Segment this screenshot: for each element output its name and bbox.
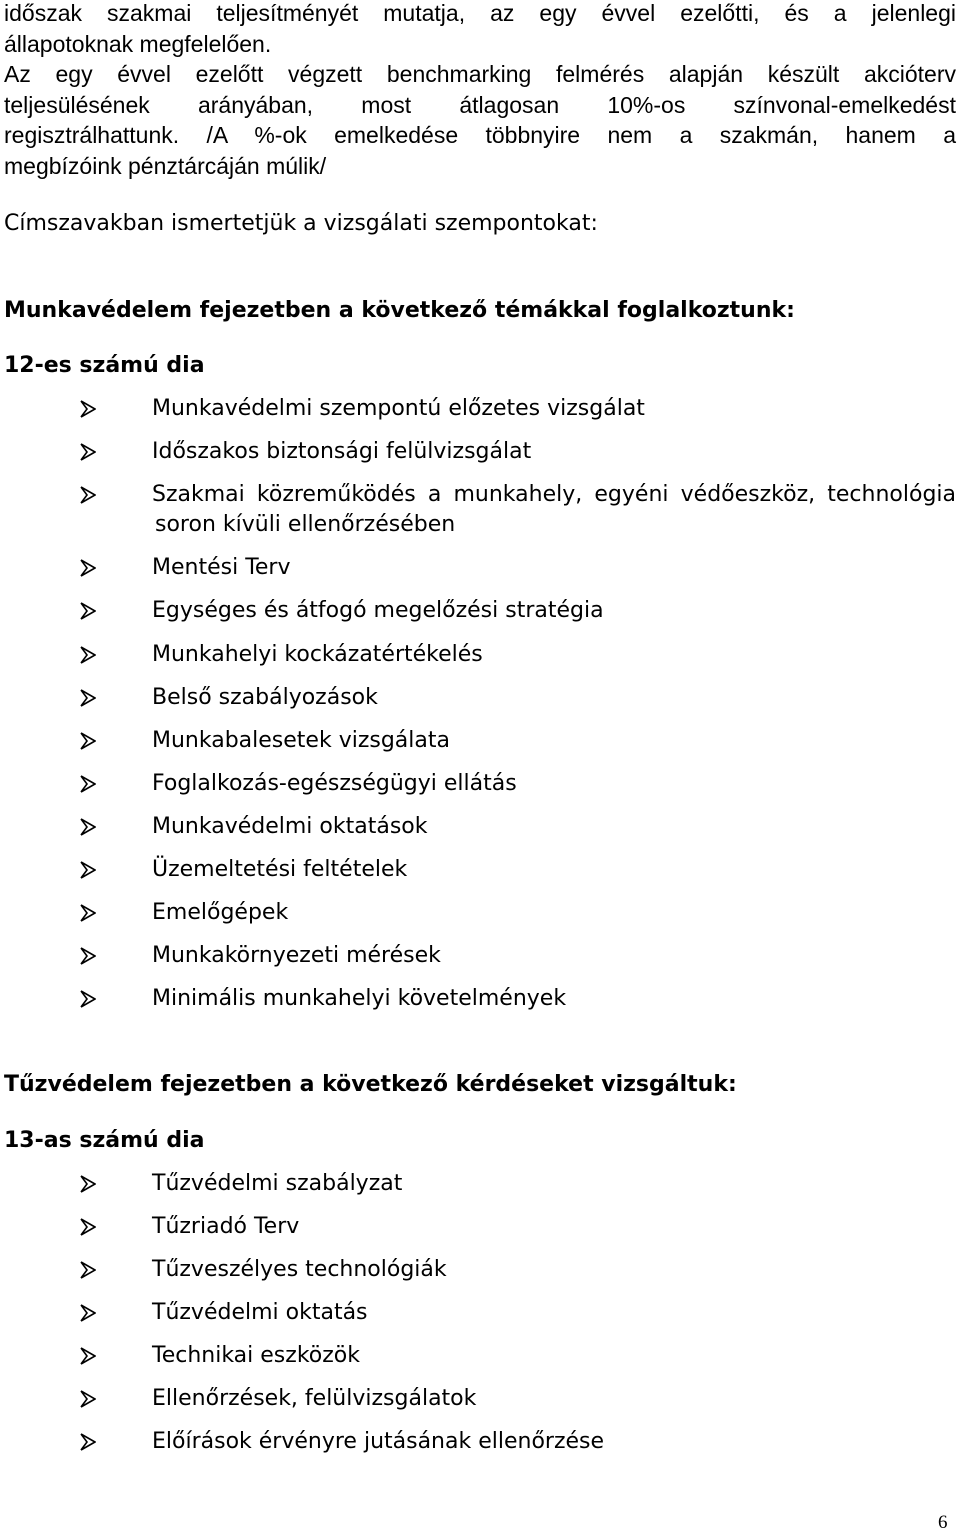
list-item-text: Tűzvédelmi szabályzat: [152, 1171, 403, 1196]
list-item-text: Tűzvédelmi oktatás: [152, 1300, 368, 1325]
list-item: [0, 553, 960, 583]
list-item: [0, 480, 960, 540]
list-item-text: Mentési Terv: [152, 555, 291, 580]
list-item: [0, 984, 960, 1014]
text-line: Az egy évvel ezelőtt végzett benchmarking felmérés alapján készült akcióterv: [4, 61, 956, 88]
list-item-text: Munkabalesetek vizsgálata: [152, 728, 450, 753]
text-line: időszak szakmai teljesítményét mutatja, az egy évvel ezelőtti, és a jelenlegi: [4, 0, 956, 26]
list-item-text: Előírások érvényre jutásának ellenőrzése: [152, 1429, 605, 1454]
arrowhead-bullet-icon: [80, 443, 96, 461]
arrowhead-bullet-icon: [80, 602, 96, 620]
list-item-text-line: Szakmai közreműködés a munkahely, egyéni védőeszköz, technológia: [152, 482, 956, 507]
list-item: [0, 1212, 960, 1242]
slide-label-13: 13-as számú dia: [4, 1128, 205, 1153]
intro-paragraph-1: [4, 0, 956, 59]
list-item-text: [152, 480, 956, 540]
list-item: [0, 941, 960, 971]
list-item: [0, 1427, 960, 1457]
list-item-text: Technikai eszközök: [152, 1343, 360, 1368]
list-item: [0, 855, 960, 885]
list-item-text-line: soron kívüli ellenőrzésében: [155, 512, 456, 537]
list-item-text: Munkavédelmi oktatások: [152, 814, 428, 839]
page-number: 6: [938, 1512, 948, 1533]
arrowhead-bullet-icon: [80, 1261, 96, 1279]
list-item-text: Minimális munkahelyi követelmények: [152, 986, 567, 1011]
arrowhead-bullet-icon: [80, 818, 96, 836]
list-item: [0, 898, 960, 928]
list-item: [0, 1298, 960, 1328]
list-item: [0, 812, 960, 842]
arrowhead-bullet-icon: [80, 1304, 96, 1322]
list-item: [0, 640, 960, 670]
text-line: megbízóink pénztárcáján múlik/: [4, 152, 327, 179]
list-item: [0, 596, 960, 626]
list-item: [0, 1341, 960, 1371]
arrowhead-bullet-icon: [80, 689, 96, 707]
arrowhead-bullet-icon: [80, 904, 96, 922]
arrowhead-bullet-icon: [80, 732, 96, 750]
arrowhead-bullet-icon: [80, 861, 96, 879]
intro-paragraph-2: [4, 59, 956, 181]
text-line: teljesülésének arányában, most átlagosan 10%-os színvonal-emelkedést: [4, 91, 956, 118]
list-item-text: Egységes és átfogó megelőzési stratégia: [152, 598, 604, 623]
arrowhead-bullet-icon: [80, 1218, 96, 1236]
list-item-text: Munkavédelmi szempontú előzetes vizsgálat: [152, 396, 645, 421]
arrowhead-bullet-icon: [80, 947, 96, 965]
list-item-text: Tűzveszélyes technológiák: [152, 1257, 447, 1282]
section-title-tuzvedelem: Tűzvédelem fejezetben a következő kérdéseket vizsgáltuk:: [4, 1072, 737, 1097]
list-item: [0, 394, 960, 424]
list-item: [0, 1255, 960, 1285]
arrowhead-bullet-icon: [80, 1175, 96, 1193]
text-line: állapotoknak megfelelően.: [4, 30, 272, 57]
list-item-text: Munkakörnyezeti mérések: [152, 943, 441, 968]
list-item-text: Munkahelyi kockázatértékelés: [152, 642, 483, 667]
arrowhead-bullet-icon: [80, 1390, 96, 1408]
text-line: regisztrálhattunk. /A %-ok emelkedése többnyire nem a szakmán, hanem a: [4, 122, 956, 149]
arrowhead-bullet-icon: [80, 1347, 96, 1365]
list-item-text: Foglalkozás-egészségügyi ellátás: [152, 771, 517, 796]
arrowhead-bullet-icon: [80, 559, 96, 577]
arrowhead-bullet-icon: [80, 646, 96, 664]
section-title-munkavedelem: Munkavédelem fejezetben a következő témákkal foglalkoztunk:: [4, 298, 795, 323]
list-item-text: Ellenőrzések, felülvizsgálatok: [152, 1386, 477, 1411]
list-item-text: Időszakos biztonsági felülvizsgálat: [152, 439, 532, 464]
list-item-text: Tűzriadó Terv: [152, 1214, 300, 1239]
list-item: [0, 769, 960, 799]
arrowhead-bullet-icon: [80, 990, 96, 1008]
list-item: [0, 683, 960, 713]
list-item-text: Belső szabályozások: [152, 685, 378, 710]
list-item: [0, 726, 960, 756]
lead-sentence: Címszavakban ismertetjük a vizsgálati szempontokat:: [4, 211, 598, 236]
list-item: [0, 1169, 960, 1199]
list-item: [0, 437, 960, 467]
intro-text: [4, 0, 956, 182]
arrowhead-bullet-icon: [80, 775, 96, 793]
slide-label-12: 12-es számú dia: [4, 353, 205, 378]
arrowhead-bullet-icon: [80, 1433, 96, 1451]
list-item: [0, 1384, 960, 1414]
list-item-text: Emelőgépek: [152, 900, 289, 925]
arrowhead-bullet-icon: [80, 400, 96, 418]
arrowhead-bullet-icon: [80, 486, 96, 504]
list-item-text: Üzemeltetési feltételek: [152, 857, 408, 882]
